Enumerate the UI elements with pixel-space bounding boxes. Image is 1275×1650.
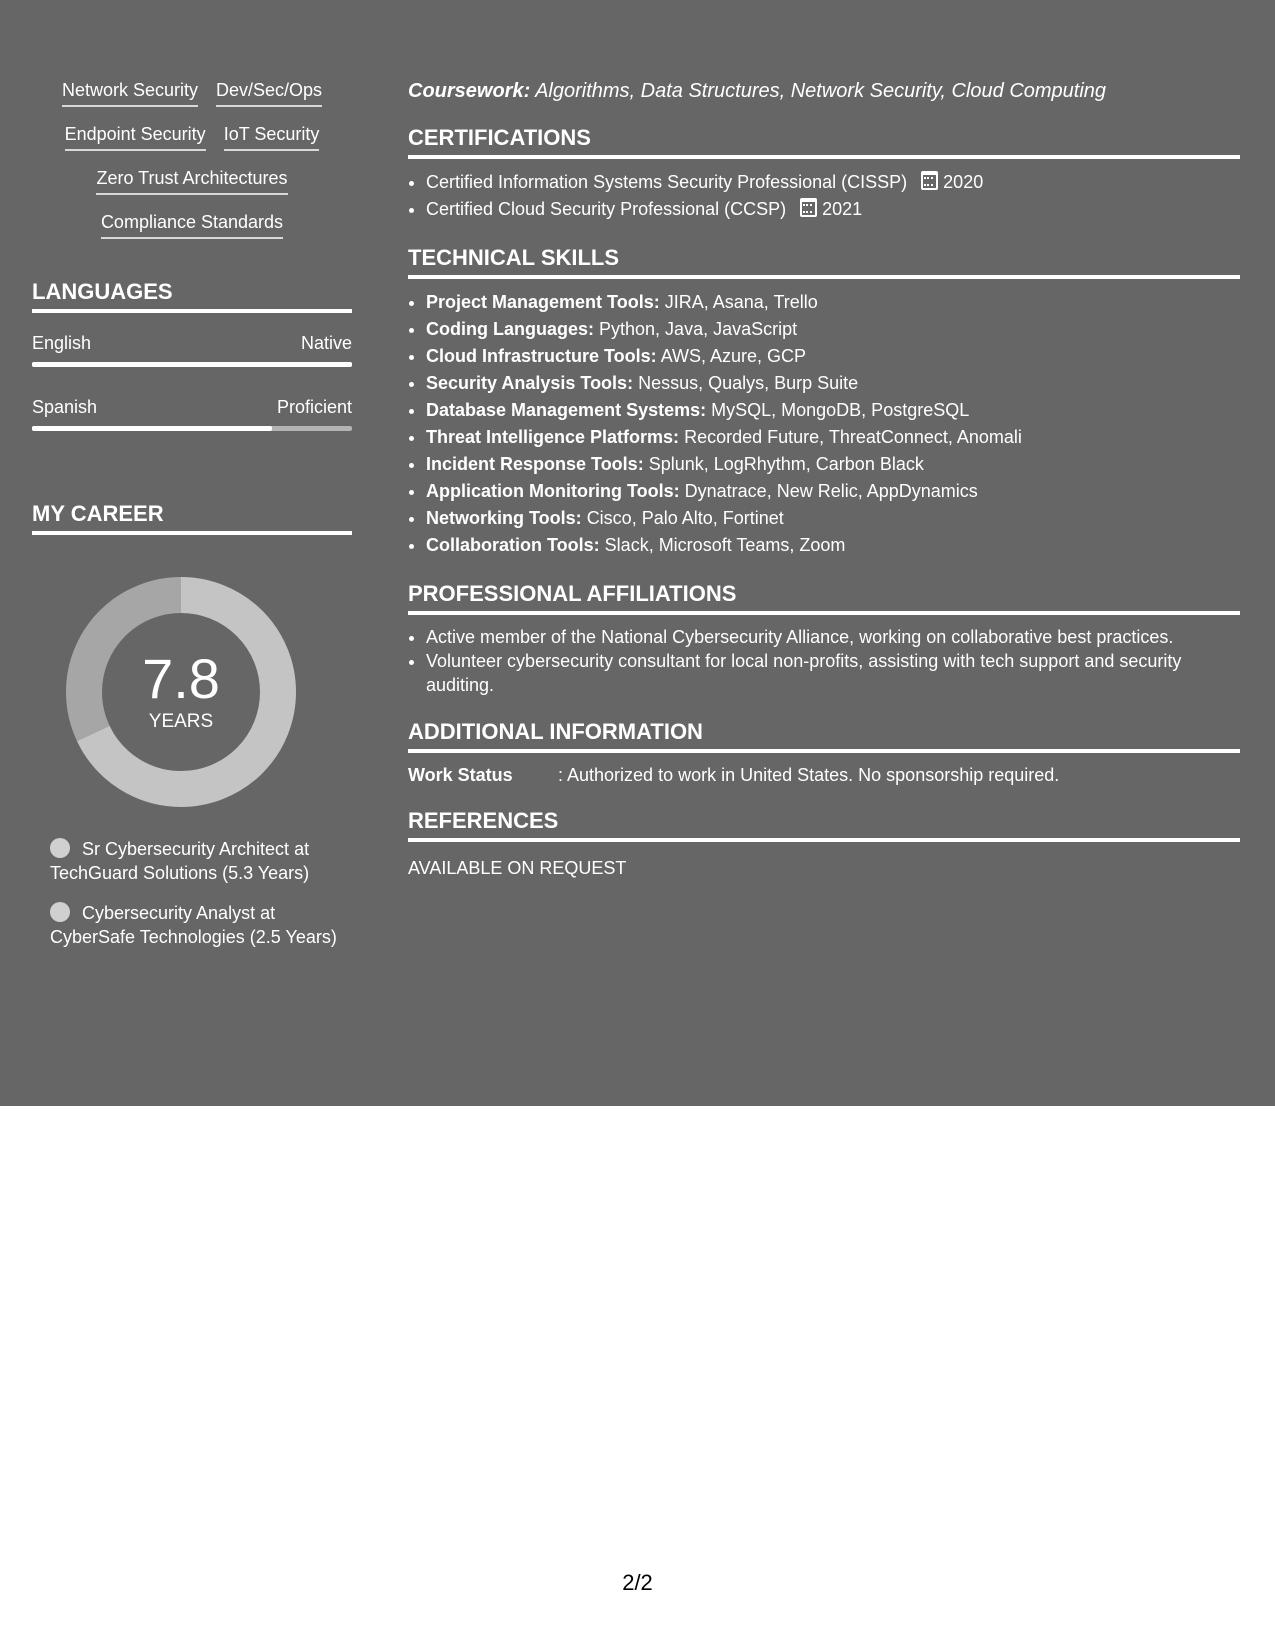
left-column — [32, 80, 352, 965]
language-bar-fill — [32, 426, 272, 431]
skill-value: Recorded Future, ThreatConnect, Anomali — [684, 427, 1022, 447]
language-bar — [32, 426, 352, 431]
skill-item — [426, 397, 1240, 424]
donut-center — [66, 577, 296, 807]
job-dot-icon — [50, 838, 70, 858]
coursework-text: Algorithms, Data Structures, Network Security, Cloud Computing — [535, 80, 1107, 102]
skill-label: Threat Intelligence Platforms: — [426, 427, 680, 447]
job-text: Cybersecurity Analyst at CyberSafe Technologies (2.5 Years) — [50, 903, 337, 947]
language-name: Spanish — [32, 397, 98, 417]
skill-value: MySQL, MongoDB, PostgreSQL — [711, 400, 970, 420]
skill-label: Cloud Infrastructure Tools: — [426, 346, 657, 366]
skill-label: Coding Languages: — [426, 319, 594, 339]
language-row — [32, 397, 352, 418]
skill-item — [426, 532, 1240, 559]
career-unit: YEARS — [148, 711, 214, 732]
skill-value: AWS, Azure, GCP — [660, 346, 807, 366]
skill-tag: Dev/Sec/Ops — [216, 80, 322, 107]
skills-title: TECHNICAL SKILLS — [408, 245, 1240, 279]
skill-item — [426, 505, 1240, 532]
skill-tag: IoT Security — [224, 124, 320, 151]
certifications-list — [408, 169, 1240, 223]
skill-label: Project Management Tools: — [426, 292, 660, 312]
work-status-label: Work Status — [408, 765, 513, 785]
certification-name: Certified Information Systems Security Professional (CISSP) — [426, 172, 908, 192]
skill-value: Dynatrace, New Relic, AppDynamics — [684, 481, 978, 501]
skill-label: Collaboration Tools: — [426, 535, 600, 555]
certification-item — [426, 169, 1240, 196]
skill-label: Incident Response Tools: — [426, 454, 644, 474]
language-row — [32, 333, 352, 354]
skill-tag: Network Security — [62, 80, 198, 107]
job-text: Sr Cybersecurity Architect at TechGuard Solutions (5.3 Years) — [50, 839, 310, 883]
skill-item — [426, 478, 1240, 505]
skill-tags — [32, 80, 352, 239]
skill-item — [426, 451, 1240, 478]
tag-row — [32, 168, 352, 195]
career-section — [32, 501, 352, 949]
skills-section — [408, 245, 1240, 559]
career-total: 7.8 — [142, 647, 220, 710]
language-bar-fill — [32, 362, 352, 367]
skill-value: Slack, Microsoft Teams, Zoom — [604, 535, 846, 555]
coursework — [408, 80, 1240, 103]
job-dot-icon — [50, 902, 70, 922]
certifications-section — [408, 125, 1240, 223]
skill-label: Application Monitoring Tools: — [426, 481, 680, 501]
affiliation-item: • Volunteer cybersecurity consultant for local non-profits, assisting with tech support and security auditing. — [426, 649, 1240, 697]
career-title: MY CAREER — [32, 501, 352, 535]
language-name: English — [32, 333, 92, 353]
skill-tag: Endpoint Security — [65, 124, 206, 151]
career-job — [50, 837, 340, 885]
tag-row — [32, 124, 352, 151]
certification-year: 2020 — [943, 172, 984, 192]
certification-name: Certified Cloud Security Professional (CCSP) — [426, 199, 787, 219]
skill-value: Cisco, Palo Alto, Fortinet — [586, 508, 784, 528]
skill-item — [426, 370, 1240, 397]
skill-item — [426, 289, 1240, 316]
skill-tag: Compliance Standards — [101, 212, 283, 239]
language-item — [32, 397, 352, 431]
career-jobs — [32, 837, 340, 949]
work-status-row — [408, 765, 1240, 786]
right-column — [408, 80, 1240, 879]
skill-item — [426, 343, 1240, 370]
tag-row — [32, 80, 352, 107]
certifications-title: CERTIFICATIONS — [408, 125, 1240, 159]
languages-section — [32, 279, 352, 431]
career-job — [50, 901, 340, 949]
language-bar — [32, 362, 352, 367]
work-status-value: : Authorized to work in United States. No sponsorship required. — [558, 765, 1060, 785]
career-donut — [66, 577, 296, 807]
skill-label: Networking Tools: — [426, 508, 582, 528]
skill-value: Python, Java, JavaScript — [599, 319, 798, 339]
references-text: AVAILABLE ON REQUEST — [408, 858, 627, 878]
skill-item — [426, 316, 1240, 343]
language-item — [32, 333, 352, 367]
tag-row — [32, 212, 352, 239]
references-section — [408, 808, 1240, 879]
affiliations-list — [408, 625, 1240, 697]
languages-title: LANGUAGES — [32, 279, 352, 313]
affiliations-section — [408, 581, 1240, 697]
language-level: Native — [300, 333, 352, 353]
certification-year: 2021 — [822, 199, 863, 219]
skill-value: JIRA, Asana, Trello — [664, 292, 818, 312]
additional-title: ADDITIONAL INFORMATION — [408, 719, 1240, 753]
additional-section — [408, 719, 1240, 786]
skills-list — [408, 289, 1240, 559]
skill-item — [426, 424, 1240, 451]
references-title: REFERENCES — [408, 808, 1240, 842]
skill-label: Database Management Systems: — [426, 400, 707, 420]
skill-tag: Zero Trust Architectures — [96, 168, 287, 195]
skill-value: Nessus, Qualys, Burp Suite — [638, 373, 859, 393]
coursework-label: Coursework: — [408, 80, 531, 102]
affiliations-title: PROFESSIONAL AFFILIATIONS — [408, 581, 1240, 615]
affiliation-item: • Active member of the National Cybersecurity Alliance, working on collaborative best practices. — [426, 625, 1240, 649]
calendar-icon — [921, 171, 938, 190]
language-level: Proficient — [276, 397, 352, 417]
skill-label: Security Analysis Tools: — [426, 373, 634, 393]
skill-value: Splunk, LogRhythm, Carbon Black — [648, 454, 924, 474]
certification-item — [426, 196, 1240, 223]
page-number: 2/2 — [622, 1570, 653, 1595]
calendar-icon — [800, 198, 817, 217]
